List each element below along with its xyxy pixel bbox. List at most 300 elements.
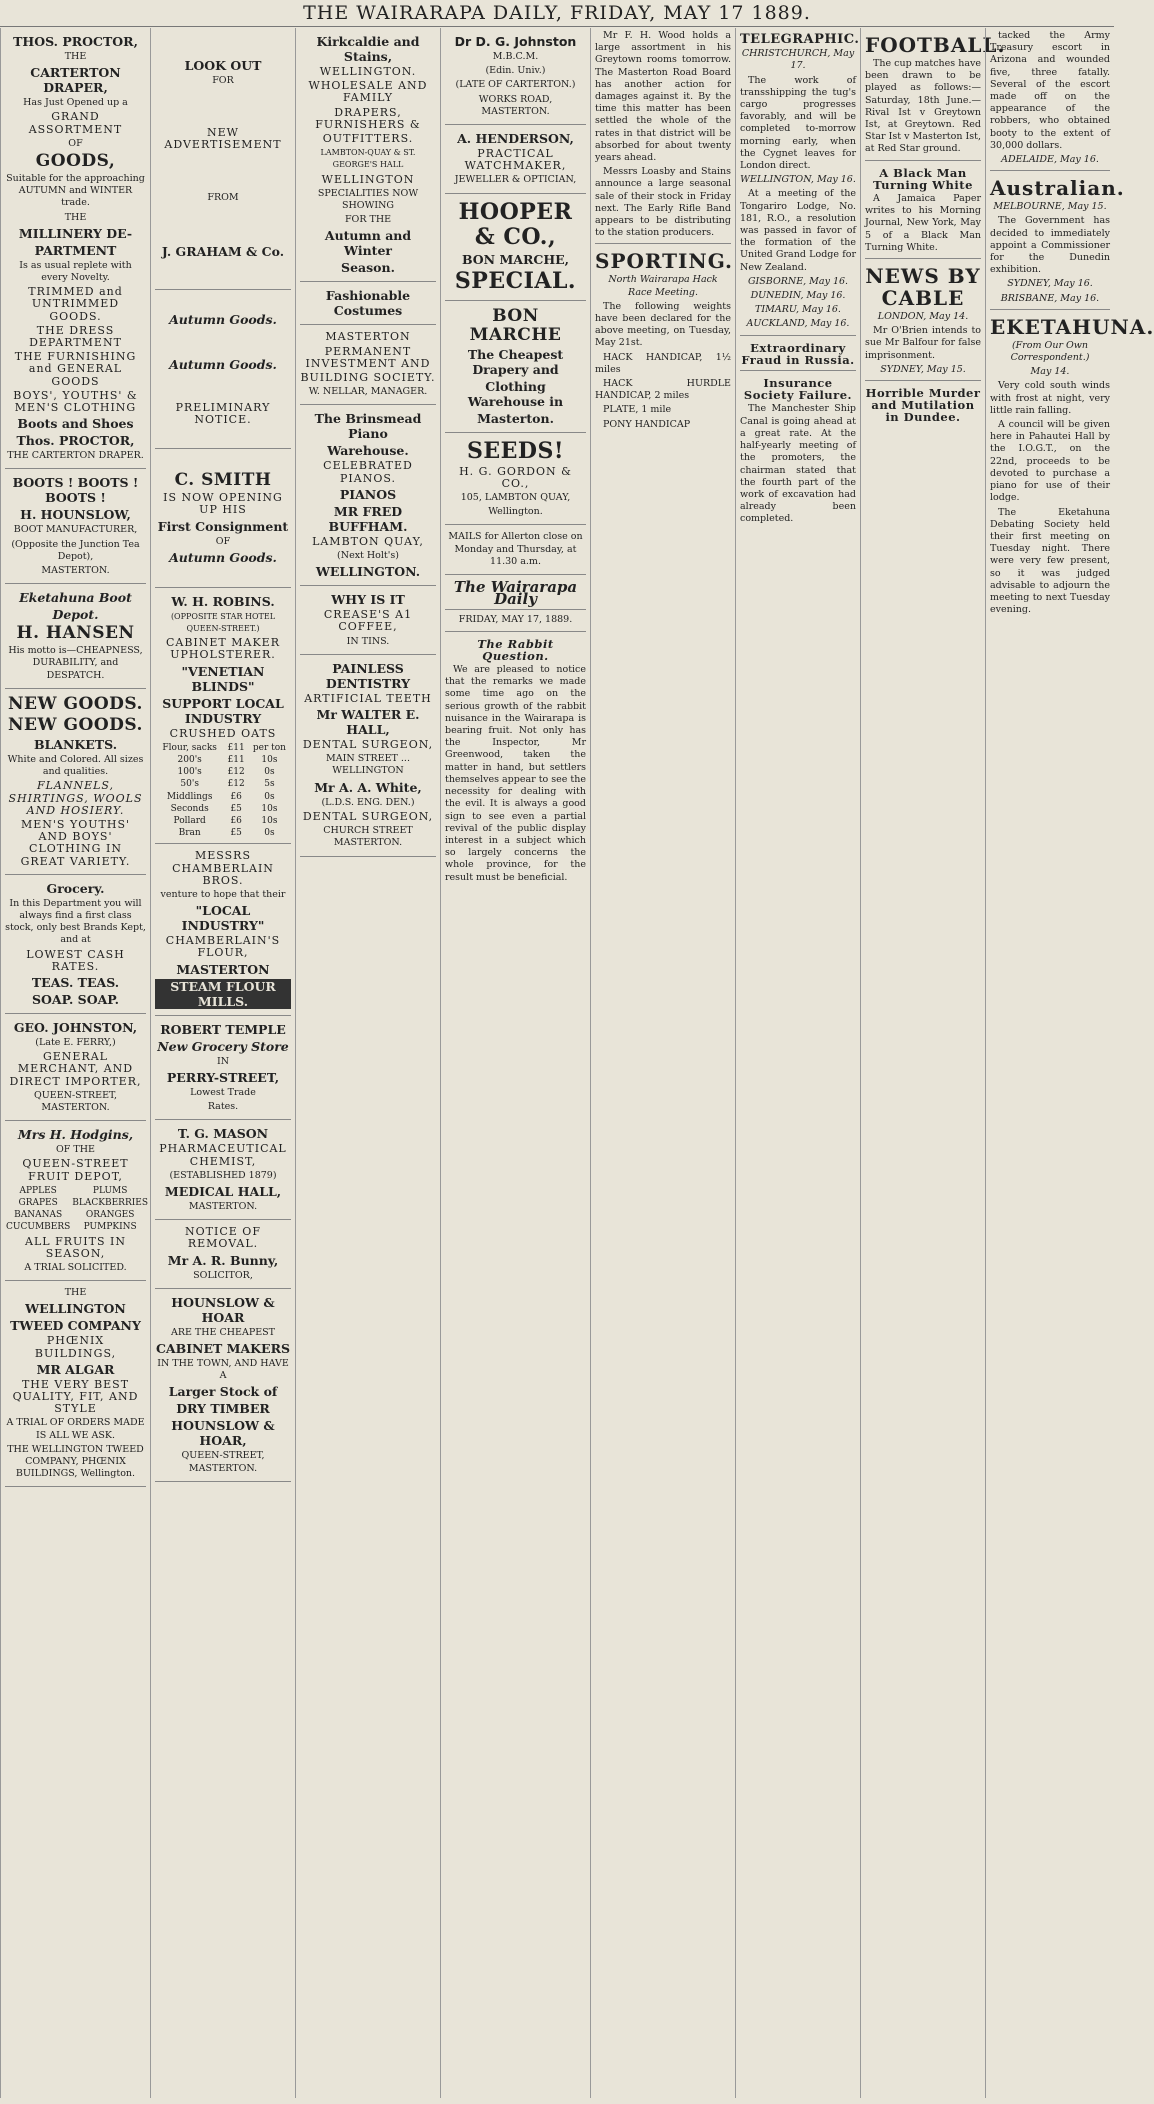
hounslow-ad [5,469,146,584]
ad-line: Kirkcaldie and Stains, [316,34,420,64]
ad-line: BUILDING SOCIETY. [300,371,436,385]
column-5 [590,28,735,2098]
ad-line: HOUNSLOW & HOAR [171,1294,275,1325]
dateline: DUNEDIN, May 16. [750,290,846,302]
ad-line: PARTMENT [34,242,117,258]
table-cell: APPLES [19,1185,57,1196]
ad-line: STEAM FLOUR MILLS. [155,979,291,1009]
cable-heading: NEWS BY CABLE [865,264,981,311]
fashion-ad [300,282,436,325]
ad-line: MASTERTON [325,330,411,344]
column-7 [860,28,1006,2098]
brinsmead-ad [300,405,436,586]
ad-line: DRAPERS, FURNISHERS & [315,105,421,131]
table-cell: GRAPES [18,1197,58,1208]
ad-line: C. SMITH [174,470,272,491]
ad-line: MAIN STREET ... WELLINGTON [326,753,410,777]
ad-line: A. HENDERSON, [457,131,574,147]
ad-line: MEDICAL HALL, [164,1183,282,1199]
ad-line: In this Department you will always find a first class stock, only best Brands Kept, and at [5,897,146,946]
ad-line: Suitable for the approaching AUTUMN and WINTER trade. [6,173,145,209]
table-cell: PUMPKINS [83,1222,137,1233]
hansen-ad [5,584,146,689]
article-heading: The Rabbit Question. [477,636,554,663]
seeds-ad [445,433,586,526]
dateline: SYDNEY, May 16. [1007,278,1093,290]
ad-line: CRUSHED OATS [169,726,277,740]
table-cell: Pollard [173,816,206,827]
ad-line: CHURCH STREET MASTERTON. [323,825,413,849]
ad-line: T. G. MASON [177,1126,269,1142]
divider [865,160,981,161]
divider [445,609,586,610]
ad-line: FOR THE [344,214,392,226]
flour-price-table [155,742,291,840]
ad-line: CREASE'S A1 COFFEE, [323,608,413,634]
ad-line: WORKS ROAD, MASTERTON. [478,93,553,117]
article-body: The cup matches have been drawn to be played as follows:—Saturday, 18th June.—Rival Ist v Greytown Ist, at Greytown. Red Star Ist v Masterton Ist, at Red Star ground. [865,58,981,155]
ad-line: QUEEN-STREET, MASTERTON. [33,1089,117,1113]
ad-line: GRAND ASSORTMENT [28,110,123,136]
table-cell: Seconds [170,803,209,814]
ad-line: Autumn Goods. [169,356,277,372]
table-cell: CUCUMBERS [6,1222,71,1233]
paper-title: The Wairarapa Daily [453,578,578,609]
ad-line: BOYS', YOUTHS' & MEN'S CLOTHING [13,388,138,415]
ad-line: SOLICITOR, [193,1269,253,1281]
table-cell: BANANAS [14,1210,63,1221]
ad-line: TRIMMED and UNTRIMMED GOODS. [28,285,123,323]
coffee-ad [300,586,436,655]
ad-line: SPECIALITIES NOW SHOWING [317,187,419,212]
table-cell: BLACKBERRIES [72,1197,149,1208]
ad-line: MASTERTON. [188,1200,258,1212]
ad-line: OUTFITTERS. [322,132,414,146]
ad-line: CABINET MAKER UPHOLSTERER. [165,636,280,662]
hooper-ad [445,194,586,301]
article-body: The Government has decided to immediately appoint a Commissioner for the Dunedin exhibition. [990,215,1110,276]
column-8 [985,28,1154,2098]
ad-line: BOOT MANUFACTURER, [13,524,138,536]
ad-line: New Grocery Store [157,1038,289,1054]
table-cell: £11 [227,755,245,766]
australian-heading: Australian. [990,176,1125,201]
ad-line: NEW GOODS. [8,714,143,735]
dateline: GISBORNE, May 16. [747,275,849,287]
table-cell: PLUMS [92,1185,128,1196]
ad-line: Autumn Goods. [169,311,277,327]
table-cell: 5s [264,779,275,790]
table-row [155,766,291,778]
ad-line: IN [216,1055,230,1067]
article-body: At a meeting of the Tongariro Lodge, No. 181, R.O., a resolution was passed in favor of the formation of the United Grand Lodge for New Zealand. [740,188,856,273]
johnston-ad [5,1014,146,1121]
ad-line: MILLINERY DE- [18,225,133,241]
ad-line: H. G. GORDON & CO., [459,464,572,490]
article-body: tacked the Army Treasury escort in Arizona and wounded five, three fatally. Several of the escort made off on the appearance of the robbers, who obtained booty to the extent of 30,000 dollars. [990,30,1110,151]
ad-line: GOODS, [35,151,116,172]
table-cell: £12 [227,779,245,790]
table-row [155,803,291,815]
ad-line: PERMANENT INVESTMENT AND [305,344,431,370]
eketahuna-heading: EKETAHUNA. [990,314,1154,339]
table-cell: 0s [264,767,275,778]
ad-line: Lowest Trade [190,1086,256,1098]
ad-line: THE VERY BEST QUALITY, FIT, AND STYLE [12,1377,139,1416]
ad-line: A TRIAL OF ORDERS MADE IS ALL WE ASK. [6,1417,145,1441]
bon-marche-ad [445,301,586,433]
ad-line: MR FRED BUFFHAM. [328,503,408,534]
ad-line: OF THE [56,1144,95,1156]
dateline: SYDNEY, May 15. [880,363,966,375]
ad-line: GEO. JOHNSTON, [13,1019,138,1035]
ad-line: H. HANSEN [16,623,135,644]
table-cell: 10s [261,816,278,827]
ad-line: FOR [212,75,234,86]
autumn-goods-ad [155,290,291,449]
ad-line: (Edin. Univ.) [485,65,546,77]
race-entry: PONY HANDICAP [603,418,691,430]
ad-line: Masterton. [477,410,554,426]
ad-line: White and Colored. All sizes and qualities. [7,753,144,778]
ad-line: WHOLESALE AND FAMILY [308,79,428,105]
football-heading: FOOTBALL. [865,33,1006,57]
ad-line: LOWEST CASH RATES. [26,947,125,973]
divider [740,370,856,371]
ad-line: Fashionable Costumes [325,288,411,319]
ad-line: THE [64,51,87,62]
hounslow-hoar-ad [155,1289,291,1482]
ad-line: The Brinsmead Piano [314,411,422,442]
tweed-ad [5,1281,146,1487]
race-entry: HACK HANDICAP, 1½ miles [595,351,731,375]
ad-line: PERRY-STREET, [166,1069,280,1085]
ad-line: WELLINGTON. [315,564,421,580]
article-body: The following weights have been declared for the above meeting, on Tuesday, May 21st. [595,300,731,349]
dateline: TIMARU, May 16. [755,304,841,316]
ad-line: THE WELLINGTON TWEED COMPANY, PHŒNIX BUILDINGS, Wellington. [7,1443,144,1480]
dateline: LONDON, May 14. [877,311,969,323]
ad-line: ARTIFICIAL TEETH [304,691,432,705]
ad-line: NEW ADVERTISEMENT [164,126,282,152]
divider [990,309,1110,310]
ad-line: Mrs H. Hodgins, [17,1127,134,1143]
table-cell: 50's [180,779,199,790]
ad-line: BOOTS ! BOOTS ! BOOTS ! [12,475,139,506]
dateline: AUCKLAND, May 16. [746,318,850,330]
paper-date: FRIDAY, MAY 17, 1889. [458,614,573,626]
table-cell: ORANGES [85,1210,135,1221]
ad-line: HOOPER & CO., [458,198,573,250]
ad-line: Mr A. A. White, [314,779,422,795]
article-heading: Extraordinary Fraud in Russia. [741,340,855,367]
ad-line: THE FURNISHING and GENERAL GOODS [14,350,137,388]
ad-line: MASTERTON. [41,565,110,577]
table-row [5,1209,149,1221]
ad-line: THOS. PROCTOR, [13,34,138,49]
table-cell: £11 [227,742,245,753]
ad-line: PIANOS [339,486,397,502]
table-cell: £5 [230,803,242,814]
column-4 [440,28,590,2098]
table-row [155,791,291,803]
ad-line: ALL FRUITS IN SEASON, [25,1234,126,1260]
column-6 [735,28,860,2098]
dateline: BRISBANE, May 16. [1000,292,1100,304]
fruit-table [5,1185,149,1234]
new-goods-ad [5,689,146,875]
ad-line: Thos. PROCTOR, [16,433,135,449]
ad-line: 105, LAMBTON QUAY, [460,492,571,504]
ad-line: MASTERTON [176,961,270,977]
ad-line: SOAP. SOAP. [32,991,119,1007]
henderson-ad [445,125,586,194]
ad-line: M.B.C.M. [492,51,539,62]
mails-notice [445,525,586,575]
article-body: Mr O'Brien intends to sue Mr Balfour for false imprisonment. [865,325,981,361]
ad-line: WELLINGTON [25,1301,126,1317]
table-cell: 0s [264,828,275,839]
ad-line: LAMBTON QUAY, [312,534,424,548]
ad-line: HOUNSLOW & HOAR, [171,1418,275,1449]
dateline: ADELAIDE, May 16. [1001,154,1099,166]
ad-line: BLANKETS. [33,736,118,752]
ad-line: First Consignment [157,518,289,534]
ad-line: OF [215,535,231,547]
article-heading: Insurance Society Failure. [743,376,853,403]
ad-line: DENTAL SURGEON, [302,738,434,752]
kirkcaldie-ad [300,28,436,282]
ad-line: IN THE TOWN, AND HAVE A [157,1357,289,1382]
ad-line: DRY TIMBER [176,1401,270,1417]
ad-line: ROBERT TEMPLE [160,1021,286,1037]
table-cell: 0s [264,791,275,802]
ad-line: THE CARTERTON DRAPER. [7,450,144,462]
ad-line: (Late E. FERRY,) [35,1036,116,1048]
ad-line: LAMBTON-QUAY & ST. GEORGE'S HALL [320,148,416,170]
article-body: Mr F. H. Wood holds a large assortment in his Greytown rooms tomorrow. The Masterton Road Board has another action for damages against it. By the time this matter has been settled the whole of the rates in that district will be absorbed for about twenty years ahead. [595,30,731,164]
race-entry: PLATE, 1 mile [603,404,672,416]
ad-line: CELEBRATED PIANOS. [323,459,413,485]
ad-line: (LATE OF CARTERTON.) [455,79,576,91]
ad-line: (ESTABLISHED 1879) [169,1169,277,1181]
ad-line: LOOK OUT [184,58,262,73]
ad-line: Warehouse. [327,443,409,459]
table-cell: 10s [261,803,278,814]
column-1 [0,28,150,2098]
article-body: A council will be given here in Pahautei Hall by the I.O.G.T., on the 22nd, proceeds to be devoted to purchase a piano for use of their lodge. [990,419,1110,504]
ad-line: PRACTICAL WATCHMAKER, [464,147,567,173]
ad-line: Season. [341,260,395,276]
ad-line: Autumn Goods. [169,549,277,565]
table-cell: Middlings [166,791,213,802]
ad-line: PHŒNIX BUILDINGS, [34,1334,117,1360]
ad-line: Mr WALTER E. HALL, [316,707,420,738]
table-row [5,1221,149,1233]
ad-line: OF [68,137,83,149]
editorial [445,578,586,884]
smith-ad [155,449,291,588]
ad-line: "LOCAL INDUSTRY" [181,903,265,934]
ad-line: BON MARCHE [469,305,562,345]
ad-line: WHY IS IT [331,592,405,608]
divider [865,258,981,259]
table-row [155,778,291,790]
divider [740,335,856,336]
ad-line: W. NELLAR, MANAGER. [308,386,428,398]
ad-line: TWEED COMPANY [10,1318,141,1334]
ad-line: Eketahuna Boot [19,590,132,606]
ad-line: WELLINGTON. [319,65,417,78]
table-row [155,827,291,839]
ad-line: NOTICE OF REMOVAL. [185,1225,261,1251]
ad-line: Wellington. [488,506,543,518]
ad-line: MAILS for Allerton close on Monday and Thursday, at 11.30 a.m. [448,531,583,567]
dateline: WELLINGTON, May 16. [740,174,856,186]
dateline: May 14. [1030,366,1070,378]
ad-line: THE DRESS DEPARTMENT [29,323,122,350]
ad-line: THE [64,211,87,223]
ad-line: Dr D. G. Johnston [454,34,577,49]
ad-line: (Next Holt's) [337,550,399,562]
temple-ad [155,1016,291,1121]
table-cell: Flour, sacks [162,742,217,753]
table-cell: 10s [261,755,278,766]
ad-line: BON MARCHE, [461,251,570,267]
telegraphic-heading: TELEGRAPHIC. [740,32,860,47]
ad-line: The Cheapest Drapery and [467,346,564,377]
article-subheading: (From Our Own Correspondent.) [1010,339,1090,364]
table-cell: 200's [177,755,202,766]
table-row [5,1197,149,1209]
ad-line: GENERAL MERCHANT, AND DIRECT IMPORTER, [9,1050,142,1088]
race-entry: HACK HURDLE HANDICAP, 2 miles [595,378,731,402]
dateline: CHRISTCHURCH, May 17. [741,48,855,72]
grocery-ad [5,875,146,1014]
ad-line: Has Just Opened up a [23,97,128,109]
graham-ad [155,28,291,290]
divider [445,631,586,632]
table-cell: 100's [177,767,202,778]
robins-ad [155,588,291,845]
ad-line: (OPPOSITE STAR HOTEL QUEEN-STREET.) [170,611,276,634]
article-heading: A Black Man Turning White [873,165,973,192]
article-body: We are pleased to notice that the remarks we made some time ago on the serious growth of the rabbit nuisance in the Wairarapa is bearing fruit. Not only has the Inspector, Mr Greenwood, taken the matter in hand, but settlers themselves appear to see the necessity for dealing with the evil. It is always a good sign to see even a partial revival of the public display interest in a subject which so largely concerns the whole province, for the result must be beneficial. [445,664,586,883]
ad-line: IN TINS. [346,635,390,647]
ad-line: FROM [207,191,239,203]
ad-line: THE [64,1287,87,1299]
ad-line: MESSRS CHAMBERLAIN BROS. [172,849,274,887]
article-body: The work of transshipping the tug's cargo progresses favorably, and will be completed to-morrow morning early, when the Cygnet leaves for London direct. [740,74,856,172]
sporting-heading: SPORTING. [595,249,734,274]
ad-line: Grocery. [46,880,105,896]
ad-line: DENTAL SURGEON, [302,809,434,823]
article-heading: Horrible Murder and Mutilation in Dundee. [865,386,981,425]
ad-line: PAINLESS DENTISTRY [325,660,411,691]
ad-line: WELLINGTON [321,172,415,186]
ad-line: His motto is—CHEAPNESS, DURABILITY, and DESPATCH. [8,645,143,681]
article-body: Messrs Loasby and Stains announce a large seasonal sale of their stock in Friday next. The Early Rifle Band appears to be distributing to the station producers. [595,166,731,239]
column-2 [150,28,295,2098]
proctor-ad [5,28,146,469]
ad-line: "VENETIAN BLINDS" [181,663,265,694]
masthead: THE WAIRARAPA DAILY, FRIDAY, MAY 17 1889. [0,0,1114,27]
ad-line: FLANNELS, SHIRTINGS, WOOLS AND HOSIERY. [8,779,143,817]
ad-line: Mr A. R. Bunny, [167,1252,279,1268]
divider [990,170,1110,171]
table-cell: £12 [227,767,245,778]
dateline: MELBOURNE, May 15. [993,201,1107,213]
ad-line: JEWELLER & OPTICIAN, [454,174,577,186]
bunny-ad [155,1220,291,1289]
ad-line: ARE THE CHEAPEST [170,1326,276,1338]
mason-ad [155,1120,291,1220]
ad-line: NEW GOODS. [8,693,143,714]
ad-line: SPECIAL. [454,267,577,294]
table-cell: Bran [178,828,201,839]
article-body: Very cold south winds with frost at night, very little rain falling. [990,380,1110,416]
ad-line: Rates. [207,1101,239,1113]
ad-line: PRELIMINARY NOTICE. [175,400,271,427]
ad-line: venture to hope that their [160,889,286,901]
ad-line: TEAS. TEAS. [31,974,120,990]
ad-line: Larger Stock of [168,1384,278,1400]
ad-line: Is as usual replete with every Novelty. [19,259,132,284]
ad-line: SEEDS! [466,437,565,464]
dentistry-ad [300,655,436,857]
ad-line: A TRIAL SOLICITED. [24,1261,127,1273]
ad-line: IS NOW OPENING UP HIS [163,491,283,517]
table-cell: per ton [252,742,286,753]
ad-line: Clothing Warehouse in [467,378,564,409]
ad-line: MR ALGAR [36,1361,115,1377]
hodgins-ad [5,1121,149,1281]
dr-johnston-ad [445,28,586,125]
ad-line: (Opposite the Junction Tea Depot), [11,538,140,562]
chamberlain-ad [155,844,291,1015]
article-subheading: North Wairarapa Hack Race Meeting. [608,274,718,298]
ad-line: PHARMACEUTICAL CHEMIST, [159,1142,287,1168]
divider [595,243,731,244]
ad-line: CABINET MAKERS [155,1340,290,1356]
ad-line: Depot. [52,607,99,623]
column-3 [295,28,440,2098]
ad-line: CARTERTON DRAPER, [30,65,121,96]
ad-line: (L.D.S. ENG. DEN.) [321,796,415,808]
table-row [155,754,291,766]
ad-line: QUEEN-STREET FRUIT DEPOT, [22,1157,129,1183]
table-row [155,742,291,754]
article-body: The Manchester Ship Canal is going ahead at a great rate. At the half-yearly meeting of the promoters, the chairman stated that the fourth part of the work of excavation had already been completed. [740,403,856,525]
ad-line: CHAMBERLAIN'S FLOUR, [165,934,281,960]
table-cell: £6 [230,816,242,827]
ad-line: Boots and Shoes [17,416,134,432]
table-cell: £6 [230,791,242,802]
article-body: A Jamaica Paper writes to his Morning Journal, New York, May 5 of a Black Man Turning White. [865,193,981,253]
ad-line: Autumn and Winter [324,228,412,259]
divider [865,380,981,381]
building-society-ad [300,325,436,405]
ad-line: J. GRAHAM & Co. [161,243,285,259]
ad-line: W. H. ROBINS. [171,593,275,609]
ad-line: H. HOUNSLOW, [20,507,131,523]
ad-line: SUPPORT LOCAL INDUSTRY [162,695,284,726]
table-cell: £5 [230,828,242,839]
article-body: The Eketahuna Debating Society held their first meeting on Tuesday night. There were very few present, so it was judged advisable to adjourn the meeting to next Tuesday evening. [990,506,1110,616]
ad-line: QUEEN-STREET, MASTERTON. [181,1450,265,1474]
table-row [5,1185,149,1197]
table-row [155,815,291,827]
